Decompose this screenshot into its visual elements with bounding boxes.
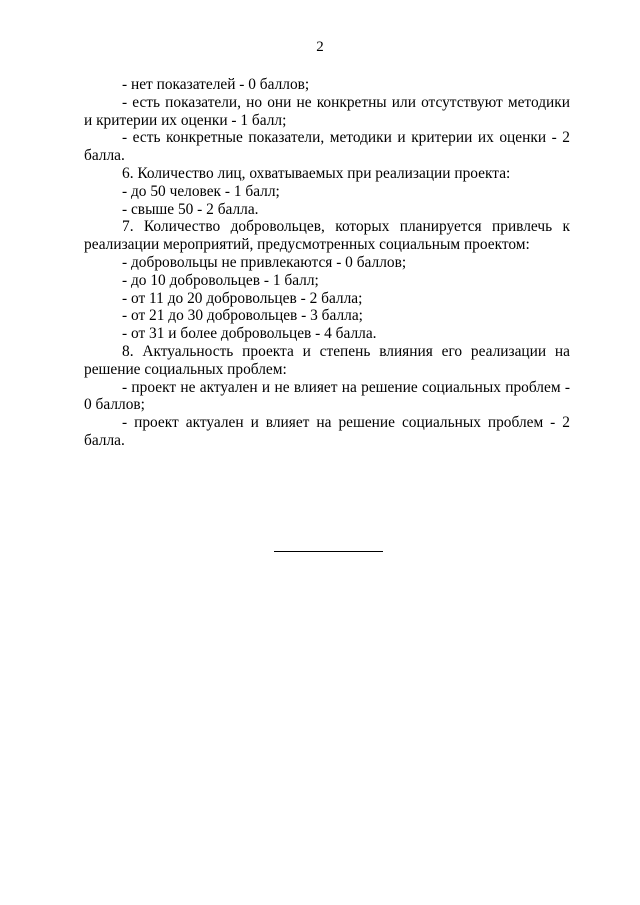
paragraph: - свыше 50 - 2 балла. (122, 200, 259, 218)
paragraph: - проект не актуален и не влияет на решение социальных проблем - 0 баллов; (84, 378, 570, 414)
paragraph: - есть показатели, но они не конкретны или отсутствуют методики и критерии их оценки - 1 балл; (84, 93, 570, 129)
document-body (84, 76, 570, 450)
end-separator-line (274, 551, 383, 552)
paragraph: - до 50 человек - 1 балл; (122, 182, 280, 200)
paragraph: - нет показателей - 0 баллов; (122, 76, 310, 93)
page-number: 2 (316, 39, 324, 55)
paragraph: 6. Количество лиц, охватываемых при реализации проекта: (122, 164, 511, 182)
paragraph: - от 31 и более добровольцев - 4 балла. (122, 325, 377, 343)
paragraph: - до 10 добровольцев - 1 балл; (122, 271, 319, 289)
paragraph: - проект актуален и влияет на решение социальных проблем - 2 балла. (84, 414, 570, 449)
paragraph: - от 21 до 30 добровольцев - 3 балла; (122, 307, 363, 325)
paragraph: 8. Актуальность проекта и степень влияния его реализации на решение социальных проблем: (84, 342, 570, 378)
paragraph: 7. Количество добровольцев, которых планируется привлечь к реализации мероприятий, предусмотренных социальным проектом: (84, 218, 570, 254)
paragraph: - от 11 до 20 добровольцев - 2 балла; (122, 289, 363, 307)
paragraph: - есть конкретные показатели, методики и критерии их оценки - 2 балла. (84, 129, 570, 165)
paragraph: - добровольцы не привлекаются - 0 баллов; (122, 253, 407, 271)
